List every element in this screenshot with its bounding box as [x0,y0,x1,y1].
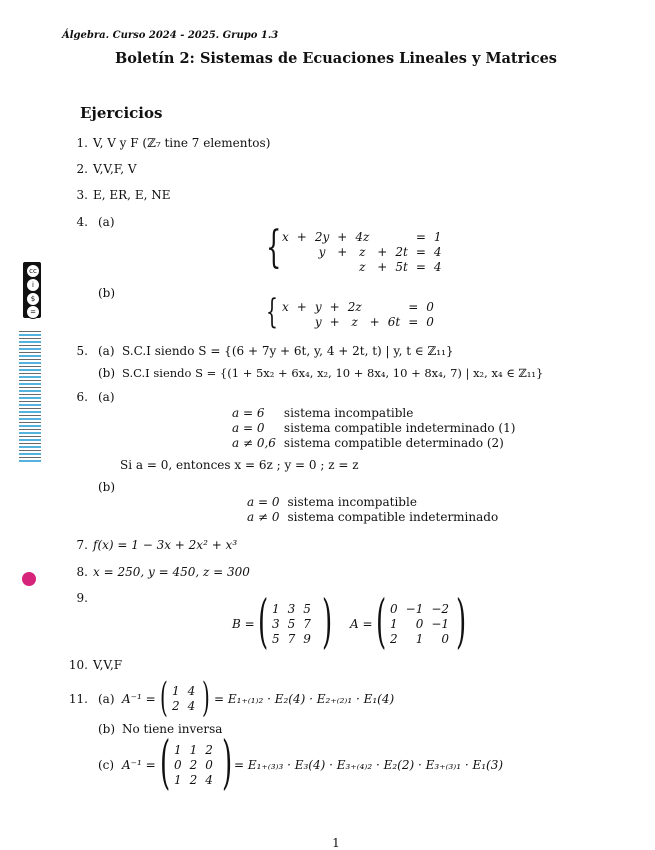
left-paren: ( [160,728,171,796]
page-title: Boletín 2: Sistemas de Ecuaciones Lineales y Matrices [115,50,557,67]
item-number: 5. [76,344,88,358]
university-logo-icon [22,572,36,586]
right-paren: ) [222,728,233,796]
left-paren: ( [376,587,387,655]
equation-system-a: x + 2y + 4z = 1 y + z + 2t = 4 z + 5t = 4 [282,229,442,274]
subitem-label: (b) [98,366,116,380]
subitem-label: (a) [98,215,115,229]
right-paren: ) [202,675,210,721]
item-number: 2. [76,162,88,176]
item-number: 3. [76,188,88,202]
answer-text: E, ER, E, NE [93,188,171,202]
matrix-label: B = [232,617,255,631]
case-table-a: a = 6 sistema incompatible a = 0 sistema compatible indeterminado (1) a ≠ 0,6 sistema compatible determinado (2) [232,405,516,450]
item-number: 7. [76,538,88,552]
inverse-label: A⁻¹ = [122,692,156,706]
equation-system-b: x + y + 2z = 0 y + z + 6t = 0 [282,299,434,329]
inverse-matrix-a: 1 4 2 4 [172,683,196,713]
left-paren: ( [258,587,269,655]
by-icon: i [26,278,40,292]
subitem-label: (a) [98,390,115,404]
item-number: 4. [76,215,88,229]
answer-text: No tiene inversa [122,722,223,736]
matrix-a: 0 −1 −2 1 0 −1 2 1 0 [390,601,450,646]
answer-text: V, V y F (ℤ₇ tine 7 elementos) [93,136,271,150]
answer-text: S.C.I siendo S = {(6 + 7y + 6t, y, 4 + 2t, t) | y, t ∈ ℤ₁₁} [122,344,454,358]
subitem-label: (a) [98,344,115,358]
left-brace: { [266,222,282,273]
subitem-label: (b) [98,286,116,300]
subitem-label: (b) [98,480,116,494]
nc-icon: $ [26,292,40,306]
section-heading: Ejercicios [80,104,163,122]
matrix-label: A = [350,617,373,631]
cc-icon: cc [26,264,40,278]
course-header: Álgebra. Curso 2024 - 2025. Grupo 1.3 [62,30,279,41]
subitem-label: (b) [98,722,116,736]
item-number: 9. [76,591,88,605]
item-number: 1. [76,136,88,150]
answer-text: x = 250, y = 450, z = 300 [93,565,250,579]
left-paren: ( [160,675,168,721]
answer-text: f(x) = 1 − 3x + 2x² + x³ [93,538,238,552]
item-number: 8. [76,565,88,579]
inverse-label: A⁻¹ = [122,758,156,772]
item-number: 6. [76,390,88,404]
elementary-product: = E₁₊₍₃₎₃ · E₃(4) · E₃₊₍₄₎₂ · E₂(2) · E₃₊₍₃₎₁ · E₁(3) [234,758,504,772]
left-brace: { [266,292,278,332]
item-number: 11. [68,692,88,706]
subitem-label: (a) [98,692,115,706]
license-text-strip [19,330,41,462]
department-vertical-text [23,500,37,570]
answer-text: V,V,F [93,658,123,672]
answer-text: S.C.I siendo S = {(1 + 5x₂ + 6x₄, x₂, 10 + 8x₄, 10 + 8x₄, 7) | x₂, x₄ ∈ ℤ₁₁} [122,366,544,380]
right-paren: ) [322,587,333,655]
creative-commons-badge [23,262,41,318]
inverse-matrix-c: 1 1 2 0 2 0 1 2 4 [174,742,213,787]
matrix-b: 1 3 5 3 5 7 5 7 9 [272,601,311,646]
right-paren: ) [456,587,467,655]
answer-text: V,V,F, V [93,162,137,176]
note-text: Si a = 0, entonces x = 6z ; y = 0 ; z = z [120,458,359,472]
elementary-product: = E₁₊₍₁₎₂ · E₂(4) · E₂₊₍₂₎₁ · E₁(4) [214,692,395,706]
subitem-label: (c) [98,758,115,772]
case-table-b: a = 0 sistema incompatible a ≠ 0 sistema compatible indeterminado [247,494,499,524]
page-number: 1 [332,836,340,850]
sa-icon: = [26,305,40,319]
item-number: 10. [68,658,88,672]
